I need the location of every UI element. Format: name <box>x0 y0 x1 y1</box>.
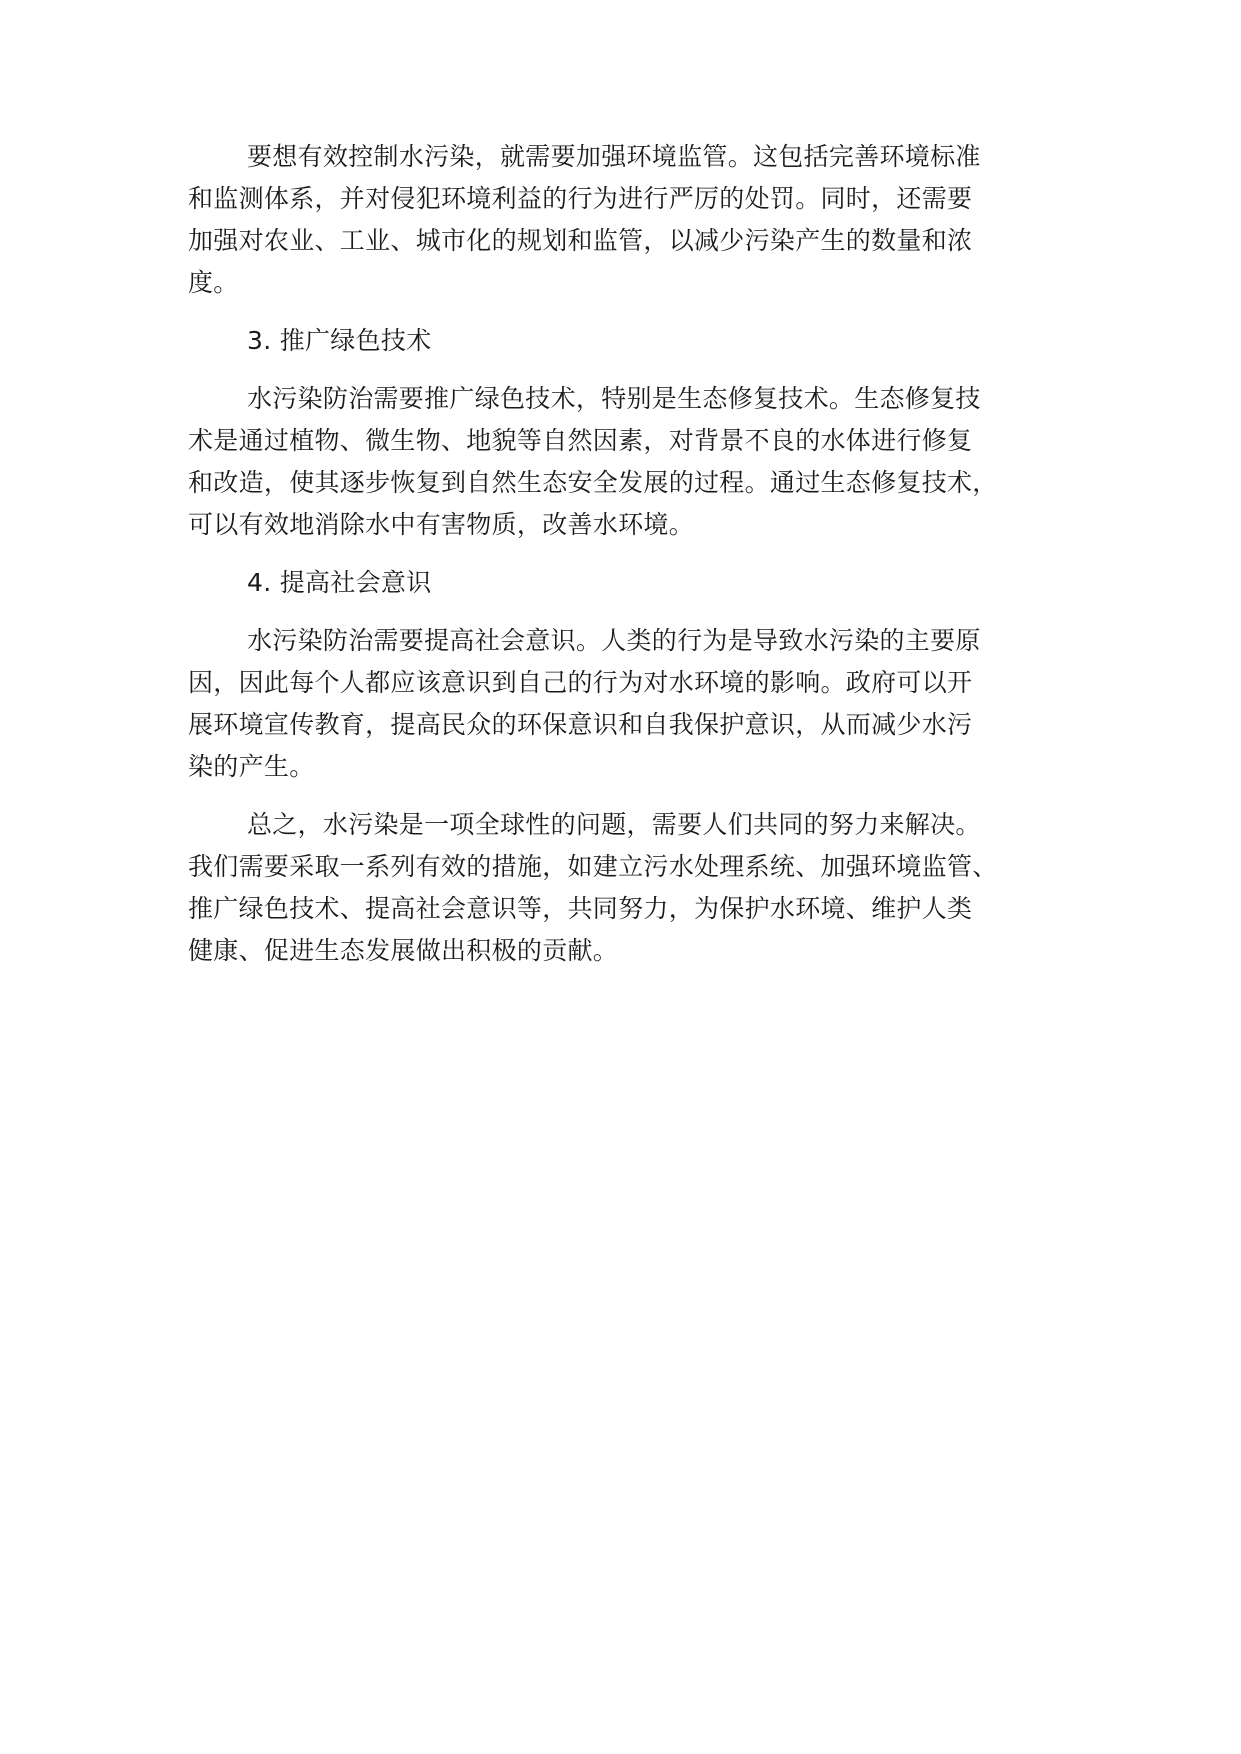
paragraph-line: 因，因此每个人都应该意识到自己的行为对水环境的影响。政府可以开 <box>188 668 973 697</box>
paragraph-line: 健康、促进生态发展做出积极的贡献。 <box>188 936 619 965</box>
paragraph-line: 我们需要采取一系列有效的措施，如建立污水处理系统、加强环境监管、 <box>188 852 998 881</box>
paragraph-line: 总之，水污染是一项全球性的问题，需要人们共同的努力来解决。 <box>247 810 981 839</box>
paragraph-line: 度。 <box>188 268 239 297</box>
paragraph-line: 染的产生。 <box>188 752 315 781</box>
paragraph-line: 和改造，使其逐步恢复到自然生态安全发展的过程。通过生态修复技术， <box>188 468 998 497</box>
paragraph-line: 水污染防治需要提高社会意识。人类的行为是导致水污染的主要原 <box>247 626 981 655</box>
section-heading: 4. 提高社会意识 <box>247 568 432 597</box>
paragraph-line: 术是通过植物、微生物、地貌等自然因素，对背景不良的水体进行修复 <box>188 426 973 455</box>
paragraph-line: 和监测体系，并对侵犯环境利益的行为进行严厉的处罚。同时，还需要 <box>188 184 973 213</box>
paragraph-line: 推广绿色技术、提高社会意识等，共同努力，为保护水环境、维护人类 <box>188 894 973 923</box>
paragraph-line: 水污染防治需要推广绿色技术，特别是生态修复技术。生态修复技 <box>247 384 981 413</box>
paragraph-line: 加强对农业、工业、城市化的规划和监管，以减少污染产生的数量和浓 <box>188 226 973 255</box>
paragraph-line: 可以有效地消除水中有害物质，改善水环境。 <box>188 510 695 539</box>
section-heading: 3. 推广绿色技术 <box>247 326 432 355</box>
paragraph-line: 展环境宣传教育，提高民众的环保意识和自我保护意识，从而减少水污 <box>188 710 973 739</box>
paragraph-line: 要想有效控制水污染，就需要加强环境监管。这包括完善环境标准 <box>247 142 981 171</box>
